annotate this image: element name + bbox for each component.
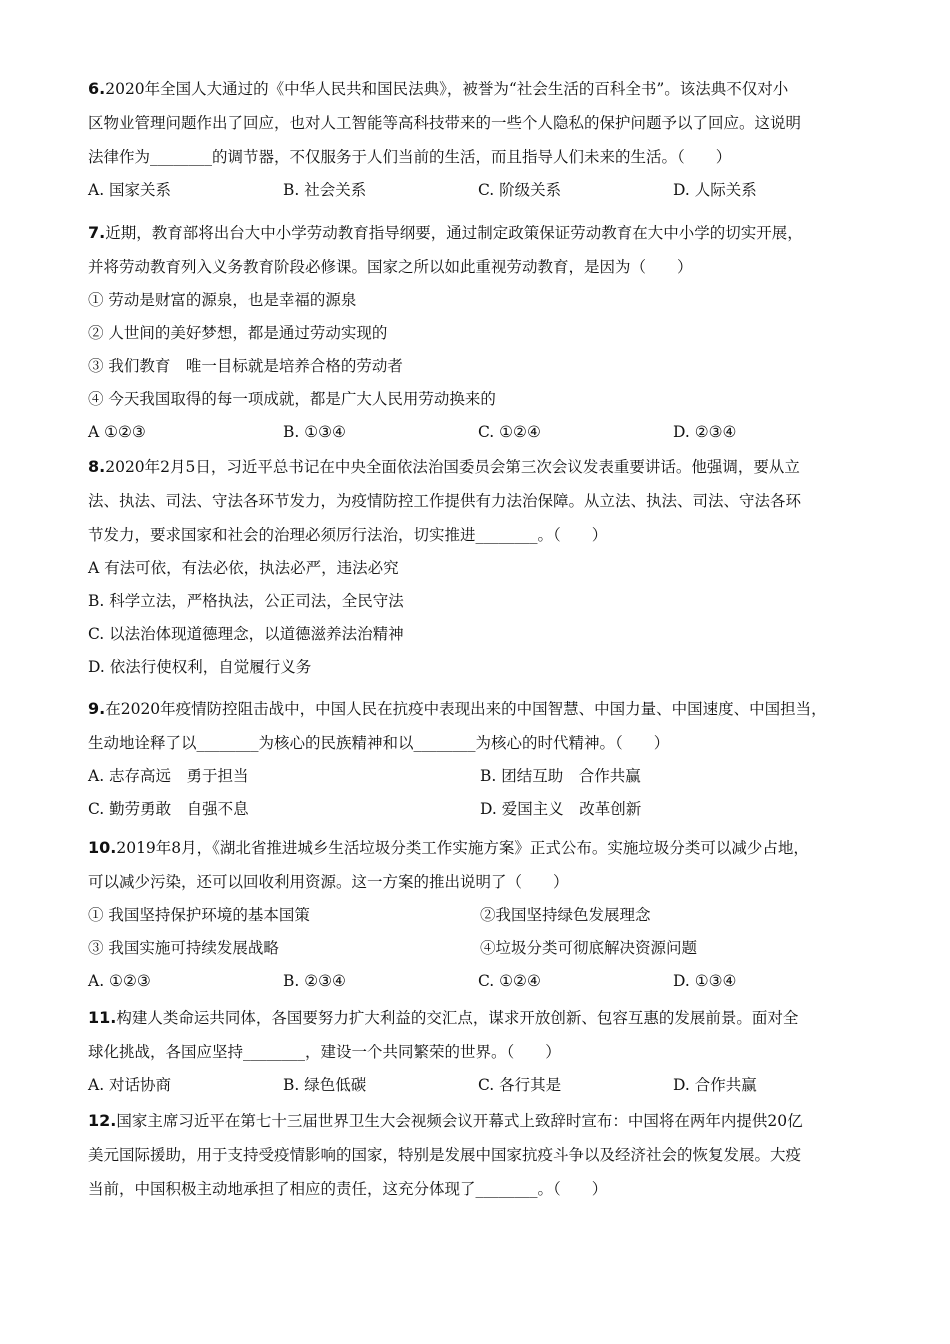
question-9-line-2: 生动地诠释了以________为核心的民族精神和以________为核心的时代精神。（ ） [88, 734, 670, 752]
question-6-options [88, 174, 878, 206]
question-10-options [88, 965, 878, 997]
option-c: C. 阶级关系 [478, 181, 562, 199]
option-a: A. 国家关系 [88, 181, 172, 199]
option-a: A 有法可依，有法必依，执法必严，违法必究 [88, 559, 399, 577]
question-6-line-3: 法律作为________的调节器，不仅服务于人们当前的生活，而且指导人们未来的生活。（ ） [88, 148, 732, 166]
question-9-options-row-2 [88, 793, 878, 826]
statement-4: ④ 今天我国取得的每一项成就，都是广大人民用劳动换来的 [88, 390, 496, 408]
option-d: D. ①③④ [673, 972, 737, 990]
statement-3: ③ 我们教育 唯一目标就是培养合格的劳动者 [88, 357, 403, 375]
question-10-statements-row-2 [88, 932, 878, 965]
option-b: B. 科学立法，严格执法，公正司法，全民守法 [88, 592, 404, 610]
question-9-line-1: 9.在2020年疫情防控阻击战中，中国人民在抗疫中表现出来的中国智慧、中国力量、中国速度、中国担当， [88, 699, 827, 718]
option-d: D. 依法行使权利，自觉履行义务 [88, 658, 312, 676]
question-10-line-2: 可以减少污染，还可以回收利用资源。这一方案的推出说明了（ ） [88, 873, 569, 891]
question-8-line-3: 节发力，要求国家和社会的治理必须厉行法治，切实推进________。（ ） [88, 526, 608, 544]
question-12-line-2: 美元国际援助，用于支持受疫情影响的国家，特别是发展中国家抗疫斗争以及经济社会的恢复发展。大疫 [88, 1146, 802, 1164]
option-d: D. ②③④ [673, 423, 737, 441]
question-number: 6. [88, 79, 106, 98]
option-d: D. 人际关系 [673, 181, 757, 199]
option-b: B. 团结互助 合作共赢 [480, 767, 641, 785]
option-b: B. 社会关系 [283, 181, 367, 199]
option-a: A. 志存高远 勇于担当 [88, 767, 249, 785]
question-number: 10. [88, 838, 117, 857]
question-7-options [88, 416, 878, 448]
question-9-options-row-1 [88, 760, 878, 793]
question-11-line-2: 球化挑战，各国应坚持________，建设一个共同繁荣的世界。（ ） [88, 1043, 561, 1061]
question-number: 9. [88, 699, 106, 718]
option-d: D. 爱国主义 改革创新 [480, 800, 642, 818]
statement-4: ④垃圾分类可彻底解决资源问题 [480, 939, 698, 957]
question-12-line-1: 12.国家主席习近平在第七十三届世界卫生大会视频会议开幕式上致辞时宣布：中国将在两年内提供20亿 [88, 1111, 803, 1130]
question-number: 12. [88, 1111, 117, 1130]
question-8-line-1: 8.2020年2月5日，习近平总书记在中央全面依法治国委员会第三次会议发表重要讲话。他强调，要从立 [88, 457, 800, 476]
option-b: B. 绿色低碳 [283, 1076, 367, 1094]
option-b: B. ②③④ [283, 972, 346, 990]
question-7-line-1: 7.近期，教育部将出台大中小学劳动教育指导纲要，通过制定政策保证劳动教育在大中小学的切实开展， [88, 223, 803, 242]
question-11 [88, 1001, 878, 1101]
option-b: B. ①③④ [283, 423, 346, 441]
option-c: C. 以法治体现道德理念，以道德滋养法治精神 [88, 625, 404, 643]
statement-1: ① 劳动是财富的源泉，也是幸福的源泉 [88, 291, 357, 309]
question-12 [88, 1104, 878, 1206]
question-9 [88, 692, 878, 826]
option-a: A. ①②③ [88, 972, 151, 990]
option-a: A ①②③ [88, 423, 146, 441]
question-number: 11. [88, 1008, 117, 1027]
option-c: C. 各行其是 [478, 1076, 562, 1094]
option-c: C. 勤劳勇敢 自强不息 [88, 800, 249, 818]
statement-2: ② 人世间的美好梦想，都是通过劳动实现的 [88, 324, 388, 342]
statement-2: ②我国坚持绿色发展理念 [480, 906, 651, 924]
question-8-line-2: 法、执法、司法、守法各环节发力，为疫情防控工作提供有力法治保障。从立法、执法、司法、守法各环 [88, 492, 802, 510]
question-6 [88, 72, 878, 206]
question-11-line-1: 11.构建人类命运共同体，各国要努力扩大利益的交汇点，谋求开放创新、包容互惠的发展前景。面对全 [88, 1008, 799, 1027]
option-a: A. 对话协商 [88, 1076, 172, 1094]
option-c: C. ①②④ [478, 972, 541, 990]
question-11-options [88, 1069, 878, 1101]
statement-1: ① 我国坚持保护环境的基本国策 [88, 906, 310, 924]
question-number: 8. [88, 457, 106, 476]
question-number: 7. [88, 223, 106, 242]
question-8 [88, 450, 878, 684]
question-7-line-2: 并将劳动教育列入义务教育阶段必修课。国家之所以如此重视劳动教育，是因为（ ） [88, 258, 693, 276]
statement-3: ③ 我国实施可持续发展战略 [88, 939, 279, 957]
question-12-line-3: 当前，中国积极主动地承担了相应的责任，这充分体现了________。（ ） [88, 1180, 608, 1198]
question-7 [88, 216, 878, 448]
option-d: D. 合作共赢 [673, 1076, 757, 1094]
question-6-line-2: 区物业管理问题作出了回应，也对人工智能等高科技带来的一些个人隐私的保护问题予以了回应。这说明 [88, 114, 802, 132]
question-10 [88, 831, 878, 997]
option-c: C. ①②④ [478, 423, 541, 441]
question-10-line-1: 10.2019年8月，《湖北省推进城乡生活垃圾分类工作实施方案》正式公布。实施垃圾分类可以减少占地， [88, 838, 809, 857]
question-6-line-1: 6.2020年全国人大通过的《中华人民共和国民法典》，被誉为“社会生活的百科全书”。该法典不仅对小 [88, 79, 789, 98]
question-10-statements-row-1 [88, 899, 878, 932]
